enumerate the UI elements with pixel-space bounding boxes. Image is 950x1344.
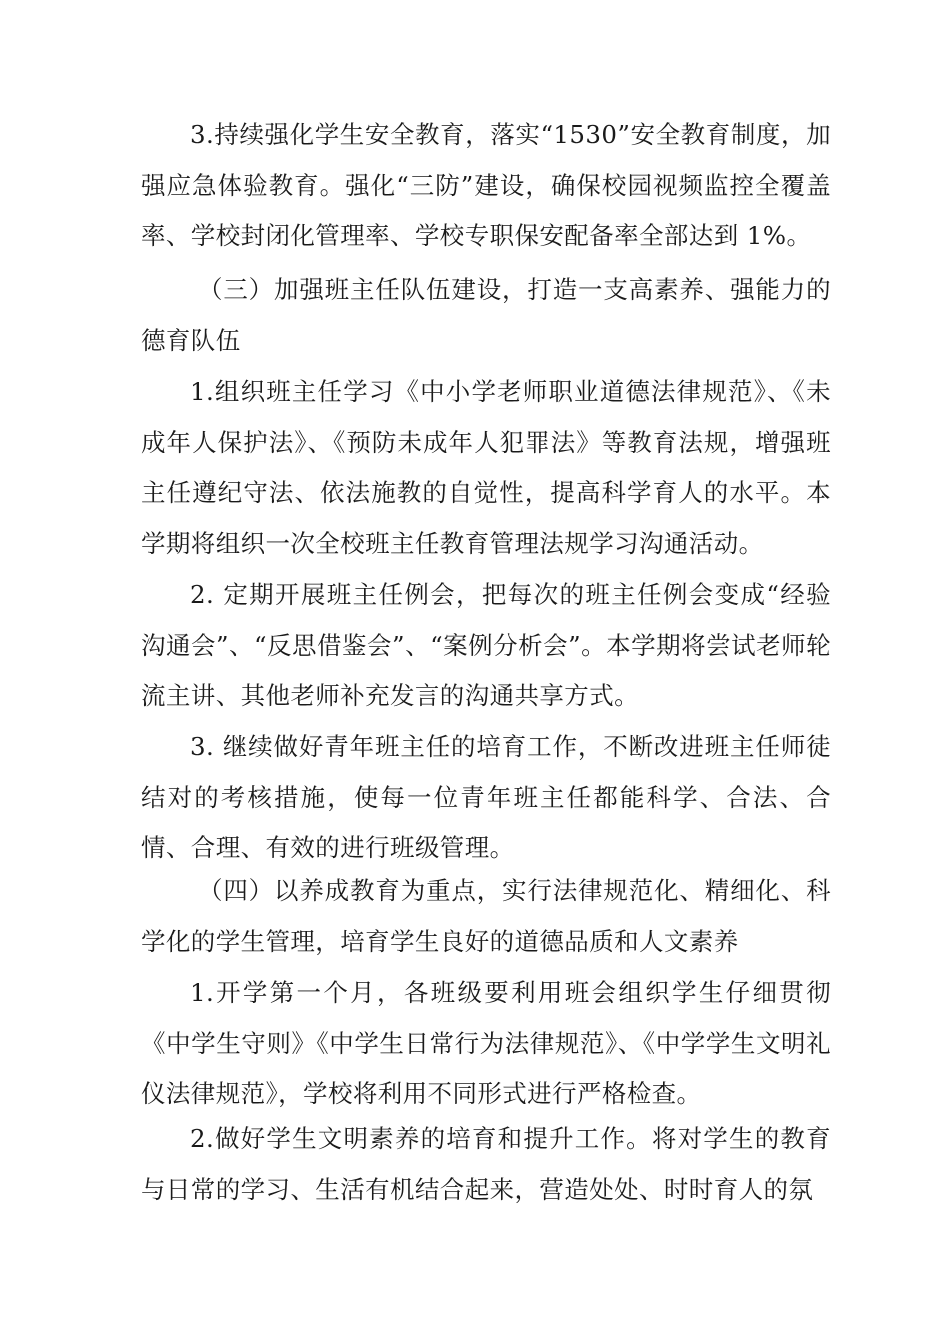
section-heading-three: （三）加强班主任队伍建设，打造一支高素养、强能力的德育队伍 (141, 275, 831, 355)
paragraph-regular-meetings: 2. 定期开展班主任例会，把每次的班主任例会变成“经验沟通会”、“反思借鉴会”、“案例分析会”。本学期将尝试老师轮流主讲、其他老师补充发言的沟通共享方式。 (141, 580, 831, 710)
paragraph-civility: 2.做好学生文明素养的培育和提升工作。将对学生的教育与日常的学习、生活有机结合起来，营造处处、时时育人的氛 (141, 1124, 831, 1204)
section-heading-four: （四）以养成教育为重点，实行法律规范化、精细化、科学化的学生管理，培育学生良好的道德品质和人文素养 (141, 876, 831, 956)
paragraph-young-teachers: 3. 继续做好青年班主任的培育工作，不断改进班主任师徒结对的考核措施，使每一位青年班主任都能科学、合法、合情、合理、有效的进行班级管理。 (141, 732, 831, 862)
paragraph-law-study: 1.组织班主任学习《中小学老师职业道德法律规范》、《未成年人保护法》、《预防未成年人犯罪法》等教育法规，增强班主任遵纪守法、依法施教的自觉性，提高科学育人的水平。本学期将组织一次全校班主任教育管理法规学习沟通活动。 (141, 377, 831, 558)
paragraph-safety-education: 3.持续强化学生安全教育，落实“1530”安全教育制度，加强应急体验教育。强化“三防”建设，确保校园视频监控全覆盖率、学校封闭化管理率、学校专职保安配备率全部达到 1%。 (141, 120, 831, 250)
paragraph-first-month: 1.开学第一个月，各班级要利用班会组织学生仔细贯彻《中学生守则》《中学生日常行为法律规范》、《中学学生文明礼仪法律规范》，学校将利用不同形式进行严格检查。 (141, 978, 831, 1108)
